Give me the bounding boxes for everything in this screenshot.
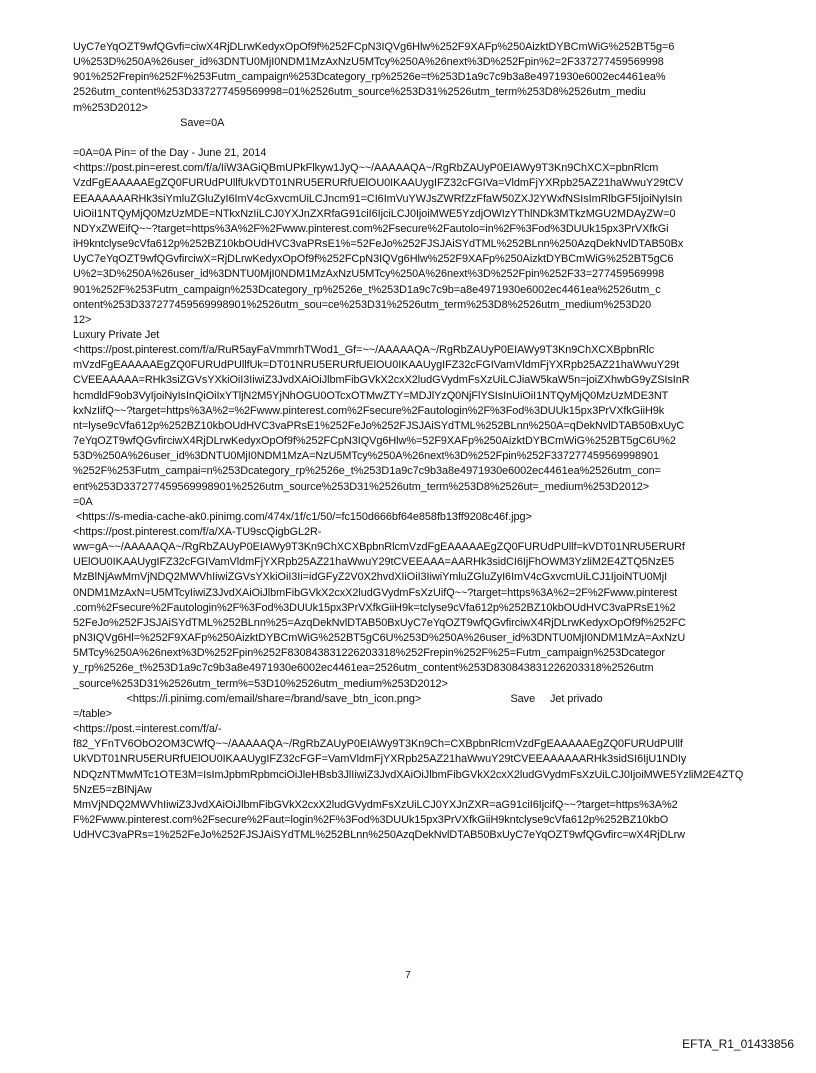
page-number: 7 xyxy=(405,970,411,981)
email-body-text: UyC7eYqOZT9wfQGvfi=ciwX4RjDLrwKedyxOpOf9f%252FCpN3IQVg6Hlw%252F9XAFp%250AizktDYBCmWiG%252BT5g=6 U%253D%250A%26user_id%3DNTU0MjI0NDM1MzAxNzU5MTcy%250A%26next%3D%252Fpin%2=2F337277459569998 901%252Frepin%252F%253Futm_campaign%253Dcategory_rp%2526e=t%253D1a9c7c9b3a8e4971930e6002ec4461ea% 2526utm_content%253D337277459569998=01%2526utm_source%253D31%2526utm_term%253D8%2526utm_mediu m%253D2012> Save=0A =0A=0A Pin= of the Day - June 21, 2014 <https://post.pin=erest.com/f/a/IiW3AGiQBmUPkFlkyw1JyQ~~/AAAAAQA~/RgRbZAUyP0EIAWy9T3Kn9ChXCX=pbnRlcm VzdFgEAAAAAEgZQ0FURUdPUllfUkVDT01NRU5ERURfUElOU0IKAAUygIFZ32cFGIVa=VldmFjYXRpb25AZ21haWwuY29tCV EEAAAAAARHk3siYmluZGluZyI6ImV4cGxvcmUiLCJncm91=CI6ImVuYWJsZWRfZzFfaW50ZXJ2YWxfNSIsImRlbGF5IjoiNyIsIn UiOiI1NTQyMjQ0MzUzMDE=NTkxNzIiLCJ0YXJnZXRfaG91ciI6IjciLCJ0IjoiMWE5YzdjOWIzYThlNDk3MTkzMGU2MDAyZW=0 NDYxZWEifQ~~?target=https%3A%2F%2Fwww.pinterest.com%2Fsecure%2Fautolo=in%2F%3Fod%3DUUk15px3PrVXfkGi iH9kntclyse9cVfa612p%252BZ10kbOUdHVC3vaPRsE1%=52FeJo%252FJSJAiSYdTML%252BLnn%250AzqDekNvlDTAB50Bx UyC7eYqOZT9wfQGvfirciwX=RjDLrwKedyxOpOf9f%252FCpN3IQVg6Hlw%252F9XAFp%250AizktDYBCmWiG%252BT5gC6 U%2=3D%250A%26user_id%3DNTU0MjI0NDM1MzAxNzU5MTcy%250A%26next%3D%252Fpin%252F33=277459569998 901%252F%253Futm_campaign%253Dcategory_rp%2526e_t%253D1a9c7c9b=a8e4971930e6002ec4461ea%2526utm_c ontent%253D337277459569998901%2526utm_sou=ce%253D31%2526utm_term%253D8%2526utm_medium%253D20 12> Luxury Private Jet <https://post.pinterest.com/f/a/RuR5ayFaVmmrhTWod1_Gf=~~/AAAAAQA~/RgRbZAUyP0EIAWy9T3Kn9ChXCXBpbnRlc mVzdFgEAAAAAEgZQ0FURUdPUllfUk=DT01NRU5ERURfUElOU0IKAAUygIFZ32cFGIVamVldmFjYXRpb25AZ21haWwuY29t CVEEAAAAA=RHk3siZGVsYXkiOiI3IiwiZ3JvdXAiOiJlbmFibGVkX2cxX2ludGVydmFsXzUiLCJiaW5kaW5n=joiZXhwbG9yZSIsInR hcmdldF9ob3VyIjoiNyIsInQiOiIxYTljN2M5YjNhOGU0OTcxOTMwZTY=MDJlYzQ0NjFlYSIsInUiOiI1NTQyMjQ0MzUzMDE3NT kxNzIifQ~~?target=https%3A%2=%2Fwww.pinterest.com%2Fsecure%2Fautologin%2F%3Fod%3DUUk15px3PrVXfkGiiH9k nt=lyse9cVfa612p%252BZ10kbOUdHVC3vaPRsE1%252FeJo%252FJSJAiSYdTML%252BLnn%250A=qDekNvlDTAB50BxUyC 7eYqOZT9wfQGvfirciwX4RjDLrwKedyxOpOf9f%252FCpN3IQVg6Hlw%=52F9XAFp%250AizktDYBCmWiG%252BT5gC6U%2 53D%250A%26user_id%3DNTU0MjI0NDM1MzA=NzU5MTcy%250A%26next%3D%252Fpin%252F337277459569998901 %252F%253Futm_campai=n%253Dcategory_rp%2526e_t%253D1a9c7c9b3a8e4971930e6002ec4461ea%2526utm_con= ent%253D337277459569998901%2526utm_source%253D31%2526utm_term%253D8%2526ut=_medium%253D2012> =0A <https://s-media-cache-ak0.pinimg.com/474x/1f/c1/50/=fc150d666bf64e858fb13ff9208c46f.jpg> <https://post.pinterest.com/f/a/XA-TU9scQigbGL2R- ww=gA~~/AAAAAQA~/RgRbZAUyP0EIAWy9T3Kn9ChXCXBpbnRlcmVzdFgEAAAAAEgZQ0FURUdPUllf=kVDT01NRU5ERURf UElOU0IKAAUygIFZ32cFGIVamVldmFjYXRpb25AZ21haWwuY29tCVEEAAA=AARHk3sidCI6IjFhOWM3YzliM2E4ZTQ5NzE5 MzBlNjAwMmVjNDQ2MWVhIiwiZGVsYXkiOiI3Ii=idGFyZ2V0X2hvdXIiOiI3IiwiYmluZGluZyI6ImV4cGxvcmUiLCJ1IjoiNTU0MjI 0NDM1MzAxN=U5MTcyIiwiZ3JvdXAiOiJlbmFibGVkX2cxX2ludGVydmFsXzUifQ~~?target=https%3A%2=2F%2Fwww.pinterest .com%2Fsecure%2Fautologin%2F%3Fod%3DUUk15px3PrVXfkGiiH9k=tclyse9cVfa612p%252BZ10kbOUdHVC3vaPRsE1%2 52FeJo%252FJSJAiSYdTML%252BLnn%25=AzqDekNvlDTAB50BxUyC7eYqOZT9wfQGvfirciwX4RjDLrwKedyxOpOf9f%252FC pN3IQVg6Hl=%252F9XAFp%250AizktDYBCmWiG%252BT5gC6U%253D%250A%26user_id%3DNTU0MjI0NDM1MzA=AxNzU 5MTcy%250A%26next%3D%252Fpin%252F830843831226203318%252Frepin%252F%25=Futm_campaign%253Dcategor y_rp%2526e_t%253D1a9c7c9b3a8e4971930e6002ec4461ea=2526utm_content%253D830843831226203318%2526utm _source%253D31%2526utm_term%=53D10%2526utm_medium%253D2012> <https://i.pinimg.com/email/share=/brand/save_btn_icon.png> Save Jet privado =/table> <https://post.=interest.com/f/a/- f82_YFnTV6ObO2OM3CWfQ~~/AAAAAQA~/RgRbZAUyP0EIAWy9T3Kn9Ch=CXBpbnRlcmVzdFgEAAAAAEgZQ0FURUdPUllf UkVDT01NRU5ERURfUElOU0IKAAUygIFZ32cFGF=VamVldmFjYXRpb25AZ21haWwuY29tCVEEAAAAAARHk3sidSI6IjU1NDIy NDQzNTMwMTc1OTE3M=IsImJpbmRpbmciOiJleHBsb3JlIiwiZ3JvdXAiOiJlbmFibGVkX2cxX2ludGVydmFsXzUiLCJ0IjoiMWE5YzliM2E4ZTQ5NzE5=zBlNjAw MmVjNDQ2MWVhIiwiZ3JvdXAiOiJlbmFibGVkX2cxX2ludGVydmFsXzUiLCJ0YXJnZXR=aG91ciI6IjcifQ~~?target=https%3A%2 F%2Fwww.pinterest.com%2Fsecure%2Faut=login%2F%3Fod%3DUUk15px3PrVXfkGiiH9kntclyse9cVfa612p%252BZ10kbO UdHVC3vaPRs=1%252FeJo%252FJSJAiSYdTML%252BLnn%250AzqDekNvlDTAB50BxUyC7eYqOZT9wfQGvfirc=wX4RjDLrw xyxy=(73,41,744,842)
bates-number: EFTA_R1_01433856 xyxy=(682,1037,794,1051)
